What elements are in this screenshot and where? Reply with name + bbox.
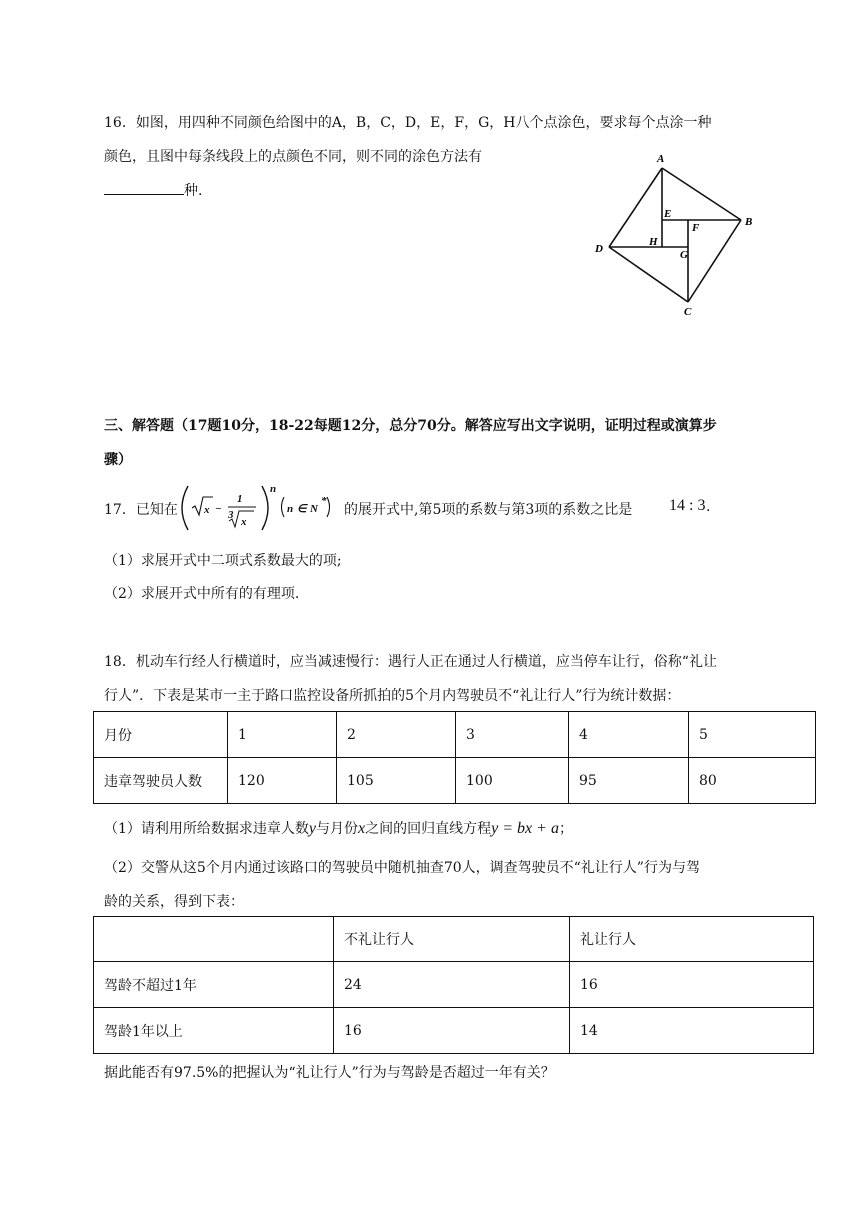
q17-part2: （2）求展开式中所有的有理项. (104, 586, 300, 602)
label-g: G (680, 249, 688, 261)
right-paren (262, 486, 268, 530)
q16-line2: 颜色，且图中每条线段上的点颜色不同，则不同的涂色方法有 (104, 149, 482, 165)
driving-age-table (93, 916, 814, 1054)
label-b: B (745, 216, 753, 228)
table-cell: 24 (334, 962, 570, 1008)
cond-left-paren (282, 497, 285, 517)
q18-line1: 18．机动车行经人行横道时，应当减速慢行：遇行人正在通过人行横道，应当停车让行，俗称“礼让 (104, 654, 717, 670)
q16-line1: 16．如图，用四种不同颜色给图中的A，B，C，D，E，F，G，H八个点涂色，要求每个点涂一种 (104, 115, 712, 131)
table-cell: 80 (689, 758, 816, 804)
minus-sign: − (215, 503, 222, 515)
table-cell: 违章驾驶员人数 (94, 758, 228, 804)
cond-right-paren (327, 497, 330, 517)
table-row (94, 758, 816, 804)
table-cell: 驾龄1年以上 (94, 1008, 334, 1054)
label-c: C (684, 306, 692, 318)
table-cell: 2 (337, 712, 456, 758)
q18-line2: 行人”．下表是某市一主于路口监控设备所抓拍的5个月内驾驶员不“礼让行人”行为统计数据： (104, 688, 681, 704)
label-h: H (649, 236, 658, 248)
cbrt-index: 3 (228, 509, 234, 521)
table-cell: 1 (228, 712, 337, 758)
section3-heading-line2: 骤） (104, 452, 132, 468)
table-cell: 5 (689, 712, 816, 758)
segment-cd (609, 247, 688, 302)
segment-ab (662, 168, 741, 220)
table-cell (94, 917, 334, 962)
table-cell: 16 (334, 1008, 570, 1054)
label-d: D (595, 243, 603, 255)
q18-part1-text: （1）请利用所给数据求违章人数 (104, 821, 309, 837)
q17-part1: （1）求展开式中二项式系数最大的项; (104, 553, 342, 569)
table-row (94, 712, 816, 758)
table-cell: 100 (456, 758, 569, 804)
left-paren (182, 486, 188, 530)
sqrt-var: x (204, 504, 210, 516)
q18-final-question: 据此能否有97.5%的把握认为“礼让行人”行为与驾龄是否超过一年有关？ (104, 1065, 555, 1081)
q18-part1-mid: 与月份 (316, 821, 359, 837)
var-x: x (358, 820, 366, 837)
table-cell: 月份 (94, 712, 228, 758)
cond-set: N (310, 503, 318, 515)
label-f: F (692, 222, 700, 234)
table-cell: 95 (569, 758, 689, 804)
exponent: n (270, 483, 277, 495)
table-row (94, 1008, 814, 1054)
q16-line3-tail: 种. (184, 183, 203, 199)
table-cell: 120 (228, 758, 337, 804)
table-row (94, 962, 814, 1008)
q18-part2-line1: （2）交警从这5个月内通过该路口的驾驶员中随机抽查70人，调查驾驶员不“礼让行人”行为与驾 (104, 860, 700, 876)
q16-figure (588, 148, 760, 320)
table-cell: 3 (456, 712, 569, 758)
cond-star: * (321, 495, 327, 507)
table-cell: 不礼让行人 (334, 917, 570, 962)
q17-end: . (706, 499, 711, 515)
table-cell: 礼让行人 (570, 917, 814, 962)
answer-blank (104, 180, 184, 195)
q17-suffix: 的展开式中,第5项的系数与第3项的系数之比是 (344, 502, 633, 518)
table-cell: 驾龄不超过1年 (94, 962, 334, 1008)
q17-prefix: 17．已知在 (104, 502, 178, 518)
q18-part2-line2: 龄的关系，得到下表： (104, 894, 244, 910)
cond-in: ∈ (297, 503, 307, 515)
section3-heading-line1: 三、解答题（17题10分，18-22每题12分，总分70分。解答应写出文字说明，证明过程或演算步 (104, 418, 717, 434)
q17-ratio: 14 : 3 (669, 497, 706, 514)
q18-part1-end: ； (558, 821, 573, 837)
label-e: E (664, 208, 672, 220)
table-cell: 4 (569, 712, 689, 758)
q18-part1 (104, 818, 573, 838)
sqrt-sign (192, 497, 213, 515)
var-y: y (308, 820, 317, 837)
violation-table (93, 711, 816, 804)
table-row (94, 917, 814, 962)
cond-var: n (287, 503, 294, 515)
q16-line3 (104, 180, 202, 200)
fraction-numerator: 1 (237, 493, 243, 505)
regression-equation: y = bx + a (491, 820, 559, 837)
table-cell: 105 (337, 758, 456, 804)
table-cell: 16 (570, 962, 814, 1008)
q17-binomial-formula (176, 480, 340, 536)
label-a: A (657, 153, 665, 165)
cbrt-var: x (241, 516, 247, 528)
q18-part1-mid2: 之间的回归直线方程 (365, 821, 492, 837)
table-cell: 14 (570, 1008, 814, 1054)
